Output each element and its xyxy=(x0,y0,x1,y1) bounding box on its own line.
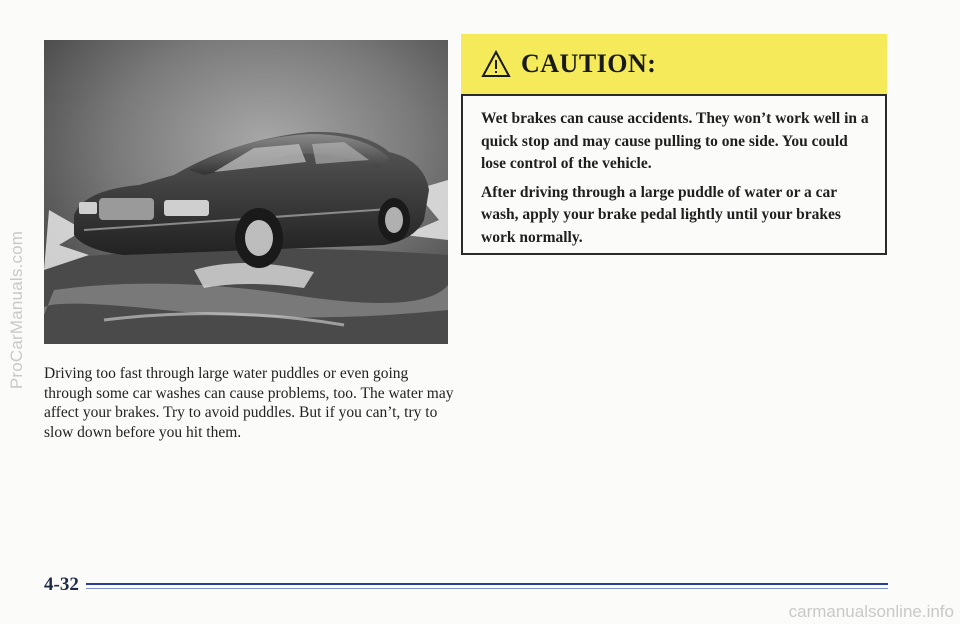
warning-triangle-icon xyxy=(481,50,511,78)
caution-title: CAUTION: xyxy=(521,49,657,78)
caution-body xyxy=(481,108,873,255)
car-photo xyxy=(44,40,448,344)
watermark-left xyxy=(2,160,32,460)
watermark-bottom: carmanualsonline.info xyxy=(788,602,954,621)
body-paragraph: Driving too fast through large water puddles or even going through some car washes can cause problems, too. The water may affect your brakes. Try to avoid puddles. But if you can’t, try to slow down before you hit them. xyxy=(44,365,454,441)
footer-rule-thin xyxy=(86,588,888,589)
body-text xyxy=(44,364,454,442)
caution-paragraph-1: Wet brakes can cause accidents. They won’t work well in a quick stop and may cause pulling to one side. You could lose control of the vehicle. xyxy=(481,110,869,172)
caution-paragraph-2: After driving through a large puddle of water or a car wash, apply your brake pedal lightly until your brakes work normally. xyxy=(481,183,841,246)
watermark-left-text: ProCarManuals.com xyxy=(7,230,26,390)
page-number: 4-32 xyxy=(44,574,79,595)
caution-box xyxy=(461,34,887,255)
footer-rule xyxy=(86,583,888,585)
caution-header xyxy=(461,34,887,96)
